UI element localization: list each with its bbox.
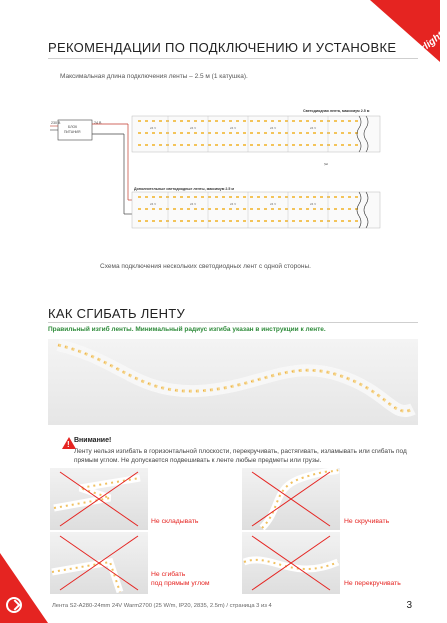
led-chip xyxy=(236,132,239,134)
led-chip xyxy=(355,220,358,222)
led-chip xyxy=(334,144,337,146)
led-chip xyxy=(355,132,358,134)
led-chip xyxy=(173,144,176,146)
led-chip xyxy=(208,220,211,222)
led-chip xyxy=(187,120,190,122)
led-chip xyxy=(236,208,239,210)
led-chip xyxy=(243,120,246,122)
led-chip xyxy=(250,196,253,198)
led-chip xyxy=(271,196,274,198)
wiring-diagram xyxy=(48,104,388,250)
led-chip xyxy=(222,120,225,122)
led-chip xyxy=(264,144,267,146)
led-chip xyxy=(306,208,309,210)
led-chip xyxy=(257,208,260,210)
led-chip xyxy=(145,120,148,122)
led-chip xyxy=(215,132,218,134)
led-chip xyxy=(236,220,239,222)
led-chip xyxy=(313,144,316,146)
led-chip xyxy=(180,196,183,198)
led-chip xyxy=(285,196,288,198)
led-chip xyxy=(201,144,204,146)
led-chip xyxy=(292,120,295,122)
led-chip xyxy=(334,208,337,210)
segment-label: 24 V xyxy=(150,202,157,206)
led-chip xyxy=(201,196,204,198)
segment-label: 24 V xyxy=(270,202,277,206)
led-chip xyxy=(271,132,274,134)
led-chip xyxy=(229,120,232,122)
led-chip xyxy=(208,196,211,198)
led-chip xyxy=(215,220,218,222)
strip1-label: Светодиодная лента, максимум 2.5 м xyxy=(303,109,370,113)
led-chip xyxy=(159,120,162,122)
led-chip xyxy=(187,220,190,222)
led-chip xyxy=(138,132,141,134)
svg-text:✂: ✂ xyxy=(324,162,329,168)
led-chip xyxy=(173,196,176,198)
led-chip xyxy=(327,208,330,210)
segment-label: 24 V xyxy=(270,126,277,130)
led-chip xyxy=(271,208,274,210)
led-chip xyxy=(313,220,316,222)
segment-label: 24 V xyxy=(310,202,317,206)
led-chip xyxy=(229,132,232,134)
led-chip xyxy=(236,196,239,198)
led-chip xyxy=(285,144,288,146)
led-chip xyxy=(201,220,204,222)
strip2-label: Дополнительные светодиодные ленты, максимум 2.5 м xyxy=(134,187,235,191)
led-chip xyxy=(355,144,358,146)
led-chip xyxy=(194,208,197,210)
led-chip xyxy=(215,196,218,198)
led-chip xyxy=(327,220,330,222)
label-no-overtwist: Не перекручивать xyxy=(344,580,401,587)
led-chip xyxy=(341,132,344,134)
led-chip xyxy=(257,220,260,222)
led-chip xyxy=(180,120,183,122)
led-chip xyxy=(138,196,141,198)
led-chip xyxy=(278,220,281,222)
led-chip xyxy=(299,196,302,198)
bent-strip-photo xyxy=(48,339,418,425)
led-chip xyxy=(138,208,141,210)
led-chip xyxy=(320,132,323,134)
led-chip xyxy=(271,144,274,146)
led-chip xyxy=(320,208,323,210)
led-chip xyxy=(180,208,183,210)
led-chip xyxy=(152,120,155,122)
led-chip xyxy=(341,220,344,222)
photo-no-twist xyxy=(242,468,340,530)
led-chip xyxy=(334,220,337,222)
led-chip xyxy=(208,132,211,134)
led-chip xyxy=(166,132,169,134)
led-chip xyxy=(222,132,225,134)
led-chip xyxy=(313,208,316,210)
section-divider xyxy=(48,322,418,323)
led-chip xyxy=(250,132,253,134)
led-chip xyxy=(278,132,281,134)
led-chip xyxy=(292,132,295,134)
psu-label-2: ПИТАНИЯ xyxy=(64,130,81,134)
led-chip xyxy=(306,196,309,198)
led-chip xyxy=(320,220,323,222)
led-chip xyxy=(208,120,211,122)
led-chip xyxy=(152,208,155,210)
led-chip xyxy=(264,132,267,134)
led-chip xyxy=(334,196,337,198)
led-chip xyxy=(159,196,162,198)
led-chip xyxy=(278,120,281,122)
led-chip xyxy=(292,196,295,198)
led-chip xyxy=(201,208,204,210)
led-chip xyxy=(222,208,225,210)
led-chip xyxy=(257,196,260,198)
led-chip xyxy=(180,144,183,146)
led-chip xyxy=(173,120,176,122)
section-divider xyxy=(48,58,418,59)
led-chip xyxy=(306,120,309,122)
led-chip xyxy=(271,120,274,122)
label-no-fold: Не складывать xyxy=(151,518,199,525)
led-chip xyxy=(194,220,197,222)
led-chip xyxy=(341,196,344,198)
led-chip xyxy=(194,132,197,134)
led-chip xyxy=(173,132,176,134)
led-chip xyxy=(201,132,204,134)
footer-text: Лента S2-A280-24mm 24V Warm2700 (25 W/m, IP20, 2835, 2.5m) / страница 3 из 4 xyxy=(52,603,272,609)
led-chip xyxy=(341,144,344,146)
led-chip xyxy=(348,120,351,122)
led-chip xyxy=(355,120,358,122)
led-chip xyxy=(229,196,232,198)
led-chip xyxy=(313,120,316,122)
warning-text: Ленту нельзя изгибать в горизонтальной плоскости, перекручивать, растягивать, изламывать или сгибать под прямым углом. Не допускается подвешивать к ленте любые предметы или грузы. xyxy=(74,448,407,464)
led-chip xyxy=(355,196,358,198)
led-chip xyxy=(187,196,190,198)
led-chip xyxy=(159,208,162,210)
led-chip xyxy=(152,144,155,146)
led-chip xyxy=(166,144,169,146)
led-chip xyxy=(292,220,295,222)
led-chip xyxy=(355,208,358,210)
led-chip xyxy=(327,144,330,146)
led-chip xyxy=(327,132,330,134)
led-chip xyxy=(152,220,155,222)
led-chip xyxy=(145,196,148,198)
led-chip xyxy=(215,120,218,122)
led-chip xyxy=(250,120,253,122)
label-no-right-angle: Не сгибать под прямым углом xyxy=(151,571,210,587)
warning-mark: ! xyxy=(67,440,70,449)
psu-label-out: 24 В xyxy=(94,121,102,125)
led-chip xyxy=(243,208,246,210)
label-no-twist: Не скручивать xyxy=(344,518,390,525)
led-chip xyxy=(299,144,302,146)
led-chip xyxy=(348,220,351,222)
led-chip xyxy=(327,120,330,122)
led-chip xyxy=(236,120,239,122)
section-title-connection: РЕКОМЕНДАЦИИ ПО ПОДКЛЮЧЕНИЮ И УСТАНОВКЕ xyxy=(48,40,397,55)
led-chip xyxy=(278,196,281,198)
led-chip xyxy=(187,144,190,146)
led-chip xyxy=(285,220,288,222)
segment-label: 24 V xyxy=(190,202,197,206)
led-chip xyxy=(166,208,169,210)
led-chip xyxy=(159,132,162,134)
led-chip xyxy=(292,208,295,210)
photo-no-fold xyxy=(50,468,148,530)
led-chip xyxy=(320,144,323,146)
led-chip xyxy=(264,196,267,198)
led-chip xyxy=(229,220,232,222)
led-chip xyxy=(320,196,323,198)
led-chip xyxy=(145,144,148,146)
led-chip xyxy=(257,120,260,122)
led-chip xyxy=(138,120,141,122)
led-chip xyxy=(264,220,267,222)
led-chip xyxy=(250,220,253,222)
led-chip xyxy=(306,144,309,146)
led-chip xyxy=(173,220,176,222)
segment-label: 24 V xyxy=(310,126,317,130)
led-chip xyxy=(187,208,190,210)
led-chip xyxy=(278,208,281,210)
led-chip xyxy=(208,144,211,146)
led-chip xyxy=(215,144,218,146)
led-chip xyxy=(222,196,225,198)
led-chip xyxy=(243,220,246,222)
led-chip xyxy=(243,144,246,146)
led-chip xyxy=(159,144,162,146)
led-chip xyxy=(138,144,141,146)
led-chip xyxy=(327,196,330,198)
led-chip xyxy=(152,132,155,134)
led-chip xyxy=(159,220,162,222)
led-chip xyxy=(250,144,253,146)
led-chip xyxy=(194,196,197,198)
brand-arrow-icon xyxy=(6,597,22,613)
led-chip xyxy=(292,144,295,146)
led-chip xyxy=(250,208,253,210)
diagram-caption: Схема подключения нескольких светодиодных лент с одной стороны. xyxy=(100,263,311,270)
led-chip xyxy=(180,220,183,222)
led-chip xyxy=(222,144,225,146)
led-chip xyxy=(334,120,337,122)
psu-label-1: БЛОК xyxy=(68,125,78,129)
led-chip xyxy=(201,120,204,122)
led-chip xyxy=(243,196,246,198)
segment-label: 24 V xyxy=(190,126,197,130)
led-chip xyxy=(243,132,246,134)
led-chip xyxy=(264,208,267,210)
led-chip xyxy=(348,196,351,198)
led-chip xyxy=(285,208,288,210)
led-chip xyxy=(334,132,337,134)
led-chip xyxy=(306,220,309,222)
led-chip xyxy=(166,220,169,222)
psu-label-in: 230 В xyxy=(51,121,61,125)
warning-title: Внимание! xyxy=(74,437,112,444)
led-chip xyxy=(348,132,351,134)
led-chip xyxy=(194,144,197,146)
led-chip xyxy=(166,196,169,198)
led-chip xyxy=(215,208,218,210)
led-chip xyxy=(299,208,302,210)
led-chip xyxy=(208,208,211,210)
segment-label: 24 V xyxy=(230,126,237,130)
led-chip xyxy=(180,132,183,134)
led-chip xyxy=(271,220,274,222)
led-chip xyxy=(285,132,288,134)
photo-no-overtwist xyxy=(242,532,340,594)
led-chip xyxy=(257,132,260,134)
led-chip xyxy=(348,144,351,146)
correct-bend-note: Правильный изгиб ленты. Минимальный радиус изгиба указан в инструкции к ленте. xyxy=(48,326,326,333)
max-length-note: Максимальная длина подключения ленты – 2.5 м (1 катушка). xyxy=(60,73,248,80)
led-chip xyxy=(166,120,169,122)
led-chip xyxy=(320,120,323,122)
segment-label: 24 V xyxy=(150,126,157,130)
led-chip xyxy=(194,120,197,122)
segment-label: 24 V xyxy=(230,202,237,206)
led-chip xyxy=(152,196,155,198)
led-chip xyxy=(341,120,344,122)
led-chip xyxy=(341,208,344,210)
logo-text: arlight xyxy=(414,29,446,58)
led-chip xyxy=(229,208,232,210)
led-chip xyxy=(299,120,302,122)
page-number: 3 xyxy=(406,600,412,611)
led-chip xyxy=(236,144,239,146)
led-chip xyxy=(313,132,316,134)
led-chip xyxy=(145,208,148,210)
led-chip xyxy=(348,208,351,210)
led-chip xyxy=(145,220,148,222)
led-chip xyxy=(229,144,232,146)
led-chip xyxy=(313,196,316,198)
led-chip xyxy=(299,220,302,222)
led-chip xyxy=(173,208,176,210)
photo-no-right-angle xyxy=(50,532,148,594)
led-chip xyxy=(278,144,281,146)
led-chip xyxy=(285,120,288,122)
led-chip xyxy=(145,132,148,134)
led-chip xyxy=(257,144,260,146)
led-chip xyxy=(306,132,309,134)
led-chip xyxy=(222,220,225,222)
section-title-bending: КАК СГИБАТЬ ЛЕНТУ xyxy=(48,306,186,321)
led-chip xyxy=(264,120,267,122)
led-chip xyxy=(299,132,302,134)
corner-accent-bottom xyxy=(0,553,48,623)
led-chip xyxy=(138,220,141,222)
led-chip xyxy=(187,132,190,134)
